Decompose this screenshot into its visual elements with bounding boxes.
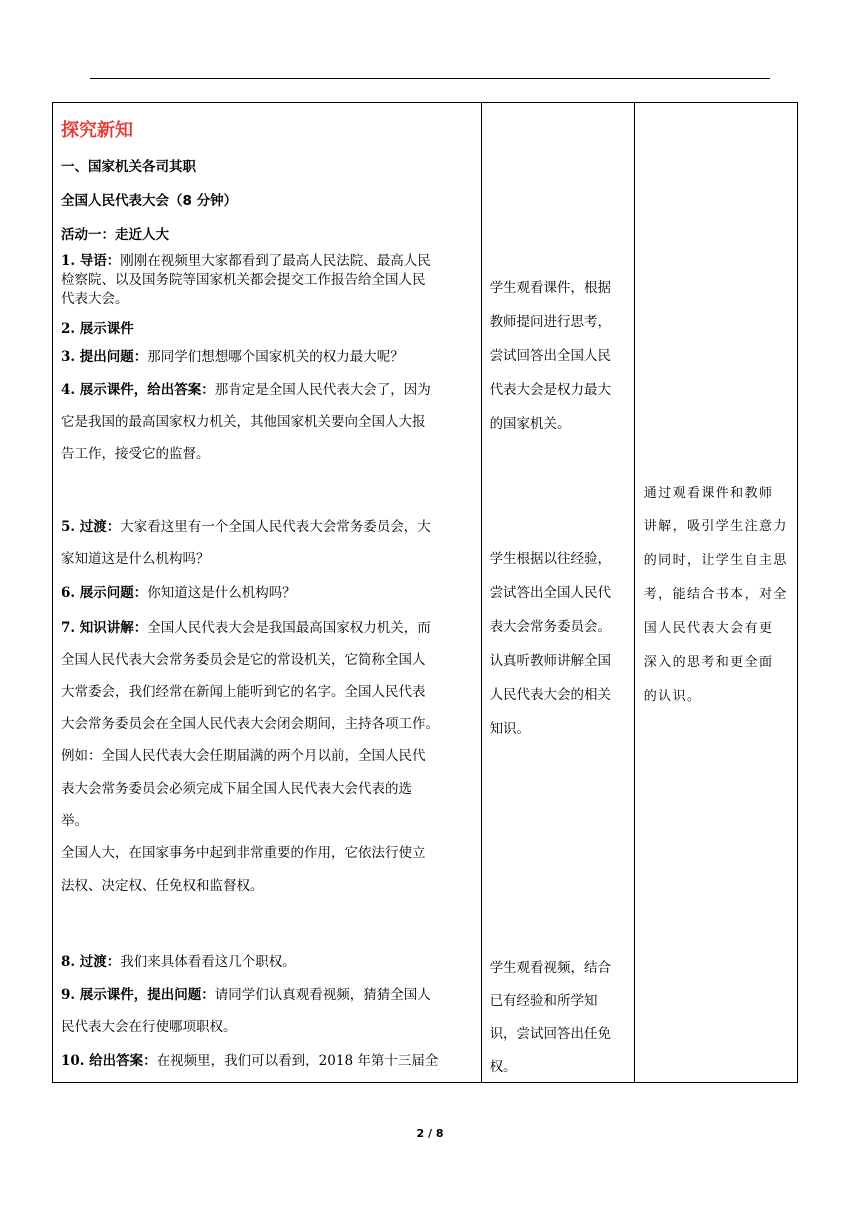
student-block-2-line-3: 表大会常务委员会。 bbox=[489, 619, 612, 635]
step-4-line-3: 告工作，接受它的监督。 bbox=[61, 446, 210, 462]
intent-line-5: 国人民代表大会有更 bbox=[643, 621, 774, 636]
step-4-text: 那肯定是全国人民代表大会了，因为 bbox=[214, 382, 431, 398]
step-10-text: 在视频里，我们可以看到，2018 年第十三届全 bbox=[156, 1053, 439, 1069]
step-7-line-3: 大常委会，我们经常在新闻上能听到它的名字。全国人民代表 bbox=[61, 684, 426, 700]
student-block-1-line-1: 学生观看课件，根据 bbox=[489, 280, 612, 296]
step-7-text: 全国人民代表大会是我国最高国家权力机关，而 bbox=[147, 620, 431, 636]
student-block-1-line-3: 尝试回答出全国人民 bbox=[489, 348, 612, 364]
header-rule bbox=[90, 78, 770, 79]
step-6 bbox=[61, 583, 296, 603]
intent-line-1: 通过观看课件和教师 bbox=[643, 486, 774, 501]
step-4-line-1 bbox=[61, 380, 431, 400]
step-3 bbox=[61, 347, 404, 367]
student-block-2-line-6: 知识。 bbox=[489, 721, 531, 737]
step-7-extra-line-1: 全国人大，在国家事务中起到非常重要的作用，它依法行使立 bbox=[61, 845, 426, 861]
step-5-line-2: 家知道这是什么机构吗？ bbox=[61, 551, 210, 567]
step-6-label: 6. 展示问题： bbox=[61, 585, 148, 601]
student-block-2-line-1: 学生根据以往经验， bbox=[489, 551, 612, 567]
student-block-2-line-4: 认真听教师讲解全国 bbox=[489, 653, 612, 669]
heading-npc: 全国人民代表大会（8 分钟） bbox=[61, 193, 238, 209]
step-2: 2. 展示课件 bbox=[61, 321, 134, 337]
lesson-plan-table bbox=[52, 102, 798, 1083]
intent-line-3: 的同时，让学生自主思 bbox=[643, 553, 788, 568]
step-5-label: 5. 过渡： bbox=[61, 519, 121, 535]
step-4-label: 4. 展示课件，给出答案： bbox=[61, 382, 215, 398]
page-number: 2 / 8 bbox=[416, 1127, 444, 1140]
step-7-line-7: 举。 bbox=[61, 813, 88, 829]
step-7-label: 7. 知识讲解： bbox=[61, 620, 148, 636]
step-3-text: 那同学们想想哪个国家机关的权力最大呢？ bbox=[147, 349, 404, 365]
intent-line-4: 考，能结合书本，对全 bbox=[643, 587, 788, 602]
step-7-line-5: 例如：全国人民代表大会任期届满的两个月以前，全国人民代 bbox=[61, 748, 426, 764]
step-6-text: 你知道这是什么机构吗？ bbox=[147, 585, 296, 601]
step-1-line-1 bbox=[61, 251, 431, 271]
design-intent-cell bbox=[634, 103, 797, 1083]
step-10-label: 10. 给出答案： bbox=[61, 1053, 157, 1069]
student-block-3-line-1: 学生观看视频，结合 bbox=[489, 960, 612, 976]
step-7-line-6: 表大会常务委员会必须完成下届全国人民代表大会代表的选 bbox=[61, 781, 412, 797]
teacher-activity-cell bbox=[53, 103, 482, 1083]
step-9-line-1 bbox=[61, 985, 431, 1005]
step-5-line-1 bbox=[61, 517, 431, 537]
step-1-line-3: 代表大会。 bbox=[61, 291, 129, 307]
student-block-1-line-5: 的国家机关。 bbox=[489, 416, 571, 432]
student-block-1-line-2: 教师提问进行思考， bbox=[489, 314, 612, 330]
step-1-label: 1. 导语： bbox=[61, 253, 121, 269]
table-row bbox=[53, 103, 798, 1083]
student-activity-cell bbox=[481, 103, 634, 1083]
step-9-text: 请同学们认真观看视频，猜猜全国人 bbox=[214, 987, 431, 1003]
step-10 bbox=[61, 1051, 438, 1071]
heading-state-organs: 一、国家机关各司其职 bbox=[61, 159, 196, 175]
student-block-3-line-3: 识，尝试回答出任免 bbox=[489, 1026, 612, 1042]
step-3-label: 3. 提出问题： bbox=[61, 349, 148, 365]
step-7-extra-line-2: 法权、决定权、任免权和监督权。 bbox=[61, 878, 264, 894]
student-block-2-line-2: 尝试答出全国人民代 bbox=[489, 585, 612, 601]
step-4-line-2: 它是我国的最高国家权力机关，其他国家机关要向全国人大报 bbox=[61, 414, 426, 430]
step-7-line-1 bbox=[61, 618, 431, 638]
student-block-3-line-2: 已有经验和所学知 bbox=[489, 993, 598, 1009]
section-title: 探究新知 bbox=[61, 120, 133, 141]
step-7-line-2: 全国人民代表大会常务委员会是它的常设机关，它简称全国人 bbox=[61, 652, 426, 668]
step-5-text: 大家看这里有一个全国人民代表大会常务委员会，大 bbox=[120, 519, 431, 535]
step-7-line-4: 大会常务委员会在全国人民代表大会闭会期间，主持各项工作。 bbox=[61, 716, 439, 732]
step-8-label: 8. 过渡： bbox=[61, 954, 121, 970]
step-9-label: 9. 展示课件，提出问题： bbox=[61, 987, 215, 1003]
step-8-text: 我们来具体看看这几个职权。 bbox=[120, 954, 296, 970]
intent-line-6: 深入的思考和更全面 bbox=[643, 655, 774, 670]
step-9-line-2: 民代表大会在行使哪项职权。 bbox=[61, 1019, 237, 1035]
student-block-2-line-5: 人民代表大会的相关 bbox=[489, 687, 612, 703]
student-block-3-line-4: 权。 bbox=[489, 1059, 517, 1075]
step-1-text: 刚刚在视频里大家都看到了最高人民法院、最高人民 bbox=[120, 253, 431, 269]
activity-heading: 活动一：走近人大 bbox=[61, 227, 169, 243]
intent-line-7: 的认识。 bbox=[643, 689, 702, 704]
step-1-line-2: 检察院、以及国务院等国家机关都会提交工作报告给全国人民 bbox=[61, 272, 426, 288]
step-8 bbox=[61, 952, 296, 972]
intent-line-2: 讲解，吸引学生注意力 bbox=[643, 519, 788, 534]
student-block-1-line-4: 代表大会是权力最大 bbox=[489, 382, 612, 398]
